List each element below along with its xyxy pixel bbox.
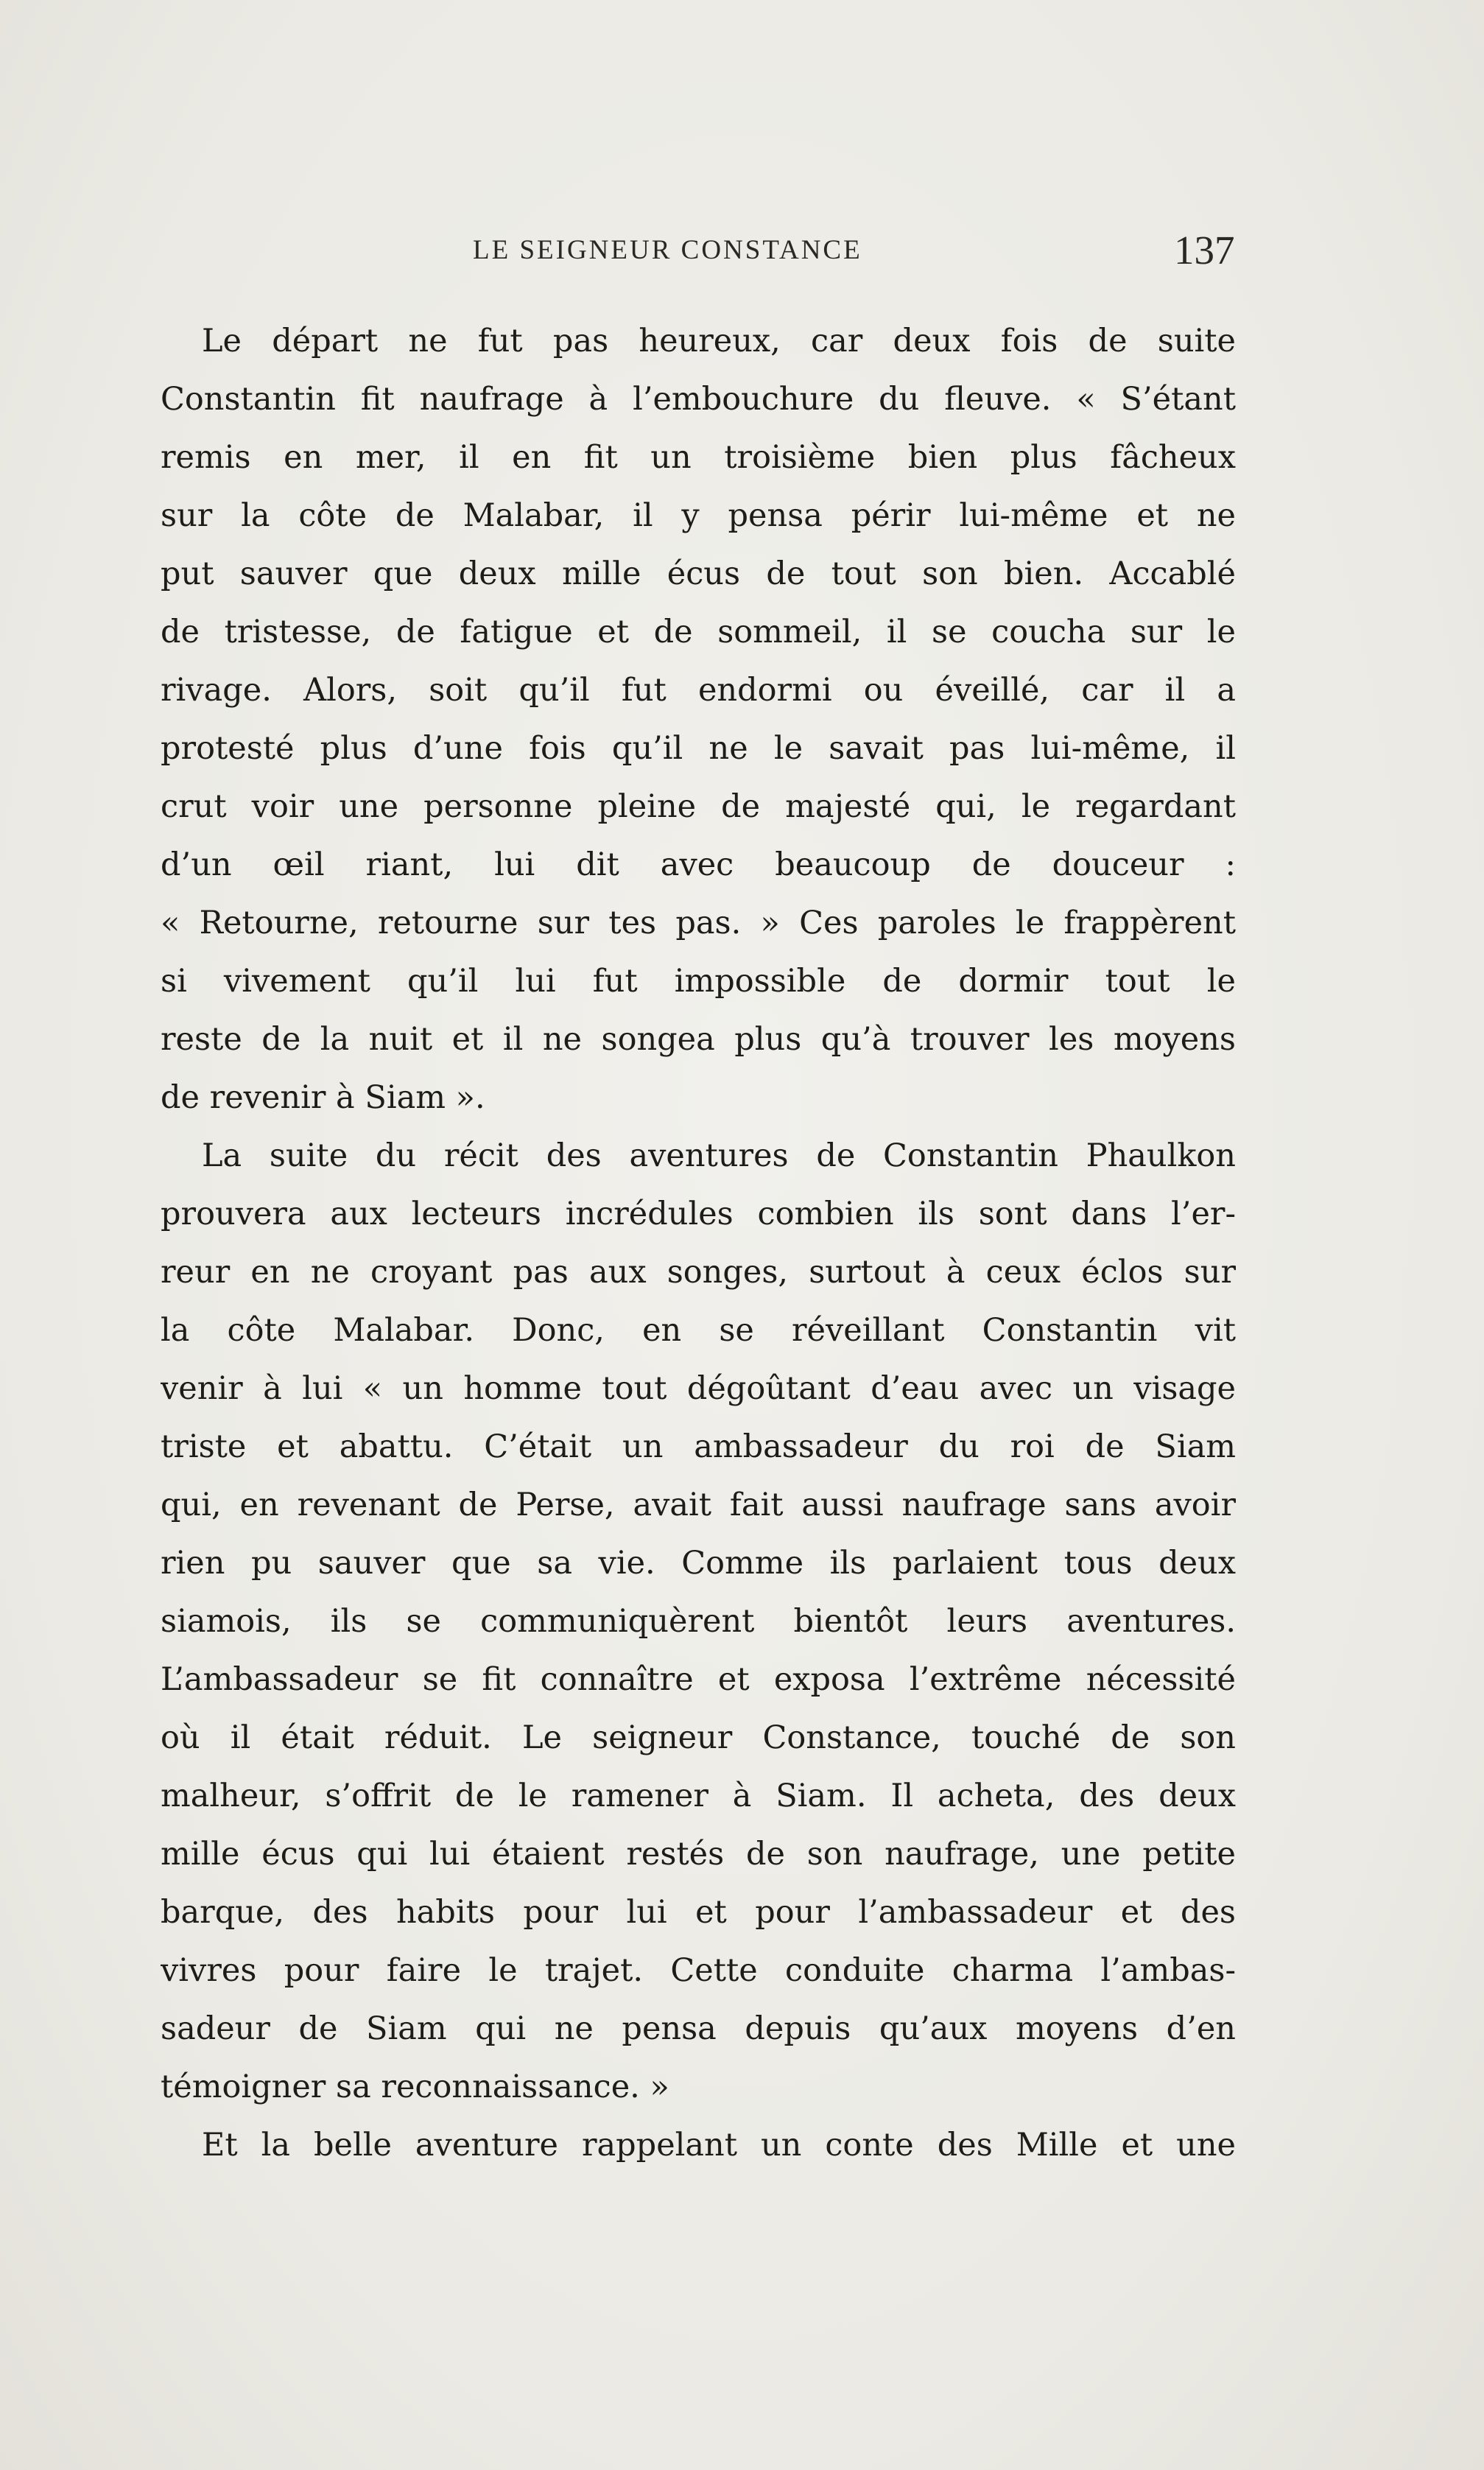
- text-line: la côte Malabar. Donc, en se réveillant Constantin vit: [161, 1312, 1236, 1349]
- text-line: sadeur de Siam qui ne pensa depuis qu’aux moyens d’en: [161, 2010, 1236, 2047]
- text-line: rien pu sauver que sa vie. Comme ils parlaient tous deux: [161, 1545, 1236, 1582]
- text-line: malheur, s’offrit de le ramener à Siam. Il acheta, des deux: [161, 1778, 1236, 1814]
- text-line: témoigner sa reconnaissance. »: [161, 2069, 669, 2105]
- text-line: reste de la nuit et il ne songea plus qu’à trouver les moyens: [161, 1021, 1236, 1058]
- text-line: où il était réduit. Le seigneur Constance, touché de son: [161, 1719, 1236, 1756]
- page-number: 137: [1174, 228, 1235, 273]
- text-line: La suite du récit des aventures de Constantin Phaulkon: [202, 1137, 1236, 1174]
- text-line: de revenir à Siam ».: [161, 1079, 485, 1116]
- text-line: de tristesse, de fatigue et de sommeil, il se coucha sur le: [161, 614, 1236, 650]
- text-line: mille écus qui lui étaient restés de son naufrage, une petite: [161, 1836, 1236, 1873]
- text-line: Et la belle aventure rappelant un conte des Mille et une: [202, 2127, 1236, 2164]
- text-line: « Retourne, retourne sur tes pas. » Ces paroles le frappèrent: [161, 905, 1236, 941]
- text-line: remis en mer, il en fit un troisième bien plus fâcheux: [161, 439, 1236, 476]
- text-line: L’ambassadeur se fit connaître et exposa l’extrême nécessité: [161, 1661, 1236, 1698]
- text-line: crut voir une personne pleine de majesté qui, le regardant: [161, 788, 1236, 825]
- text-line: reur en ne croyant pas aux songes, surtout à ceux éclos sur: [161, 1254, 1236, 1291]
- text-line: si vivement qu’il lui fut impossible de dormir tout le: [161, 963, 1236, 1000]
- text-line: venir à lui « un homme tout dégoûtant d’eau avec un visage: [161, 1370, 1236, 1407]
- text-line: protesté plus d’une fois qu’il ne le savait pas lui-même, il: [161, 730, 1236, 767]
- text-line: qui, en revenant de Perse, avait fait aussi naufrage sans avoir: [161, 1487, 1236, 1523]
- text-line: rivage. Alors, soit qu’il fut endormi ou éveillé, car il a: [161, 672, 1236, 709]
- text-line: siamois, ils se communiquèrent bientôt leurs aventures.: [161, 1603, 1236, 1640]
- text-line: Constantin fit naufrage à l’embouchure du fleuve. « S’étant: [161, 381, 1236, 418]
- text-line: prouvera aux lecteurs incrédules combien ils sont dans l’er-: [161, 1196, 1236, 1232]
- running-title: LE SEIGNEUR CONSTANCE: [473, 235, 862, 265]
- text-line: Le départ ne fut pas heureux, car deux fois de suite: [202, 323, 1236, 359]
- text-line: sur la côte de Malabar, il y pensa périr lui-même et ne: [161, 497, 1236, 534]
- text-line: d’un œil riant, lui dit avec beaucoup de douceur :: [161, 846, 1236, 883]
- text-line: vivres pour faire le trajet. Cette conduite charma l’ambas-: [161, 1952, 1236, 1989]
- text-line: triste et abattu. C’était un ambassadeur du roi de Siam: [161, 1428, 1236, 1465]
- body-text: [161, 312, 1236, 2175]
- text-line: put sauver que deux mille écus de tout son bien. Accablé: [161, 555, 1236, 592]
- text-line: barque, des habits pour lui et pour l’ambassadeur et des: [161, 1894, 1236, 1931]
- running-head: [0, 227, 1484, 278]
